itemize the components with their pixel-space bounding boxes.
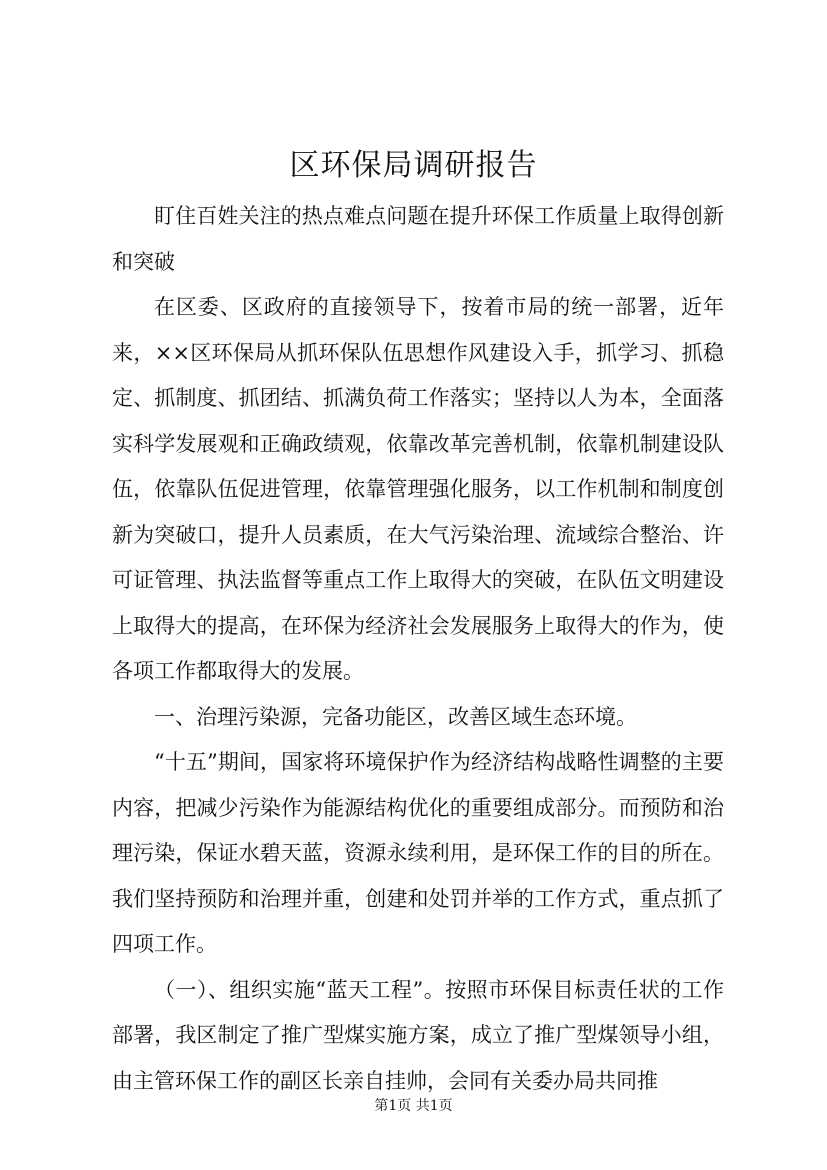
document-body — [112, 194, 724, 1104]
paragraph-section-heading: 一、治理污染源，完备功能区，改善区域生态环境。 — [154, 704, 637, 729]
paragraph-blue-sky-project: （一）、组织实施“蓝天工程”。按照市环保目标责任状的工作部署，我区制定了推广型煤实施方案，成立了推广型煤领导小组，由主管环保工作的副区长亲自挂帅，会同有关委办局共同推 — [112, 977, 724, 1093]
document-title: 区环保局调研报告 — [289, 148, 538, 183]
paragraph-subtitle: 盯住百姓关注的热点难点问题在提升环保工作质量上取得创新和突破 — [112, 204, 724, 274]
paragraph-intro: 在区委、区政府的直接领导下，按着市局的统一部署，近年来，××区环保局从抓环保队伍思想作风建设入手，抓学习、抓稳定、抓制度、抓团结、抓满负荷工作落实；坚持以人为本，全面落实科学发展观和正确政绩观，依靠改革完善机制，依靠机制建设队伍，依靠队伍促进管理，依靠管理强化服务，以工作机制和制度创新为突破口，提升人员素质，在大气污染治理、流域综合整治、许可证管理、执法监督等重点工作上取得大的突破，在队伍文明建设上取得大的提高，在环保为经济社会发展服务上取得大的作为，使各项工作都取得大的发展。 — [112, 295, 724, 683]
page-footer: 第1页 共1页 — [374, 1098, 453, 1114]
paragraph-fifteenth-plan: “十五”期间，国家将环境保护作为经济结构战略性调整的主要内容，把减少污染作为能源结构优化的重要组成部分。而预防和治理污染，保证水碧天蓝，资源永续利用，是环保工作的目的所在。我们坚持预防和治理并重，创建和处罚并举的工作方式，重点抓了四项工作。 — [112, 750, 724, 956]
